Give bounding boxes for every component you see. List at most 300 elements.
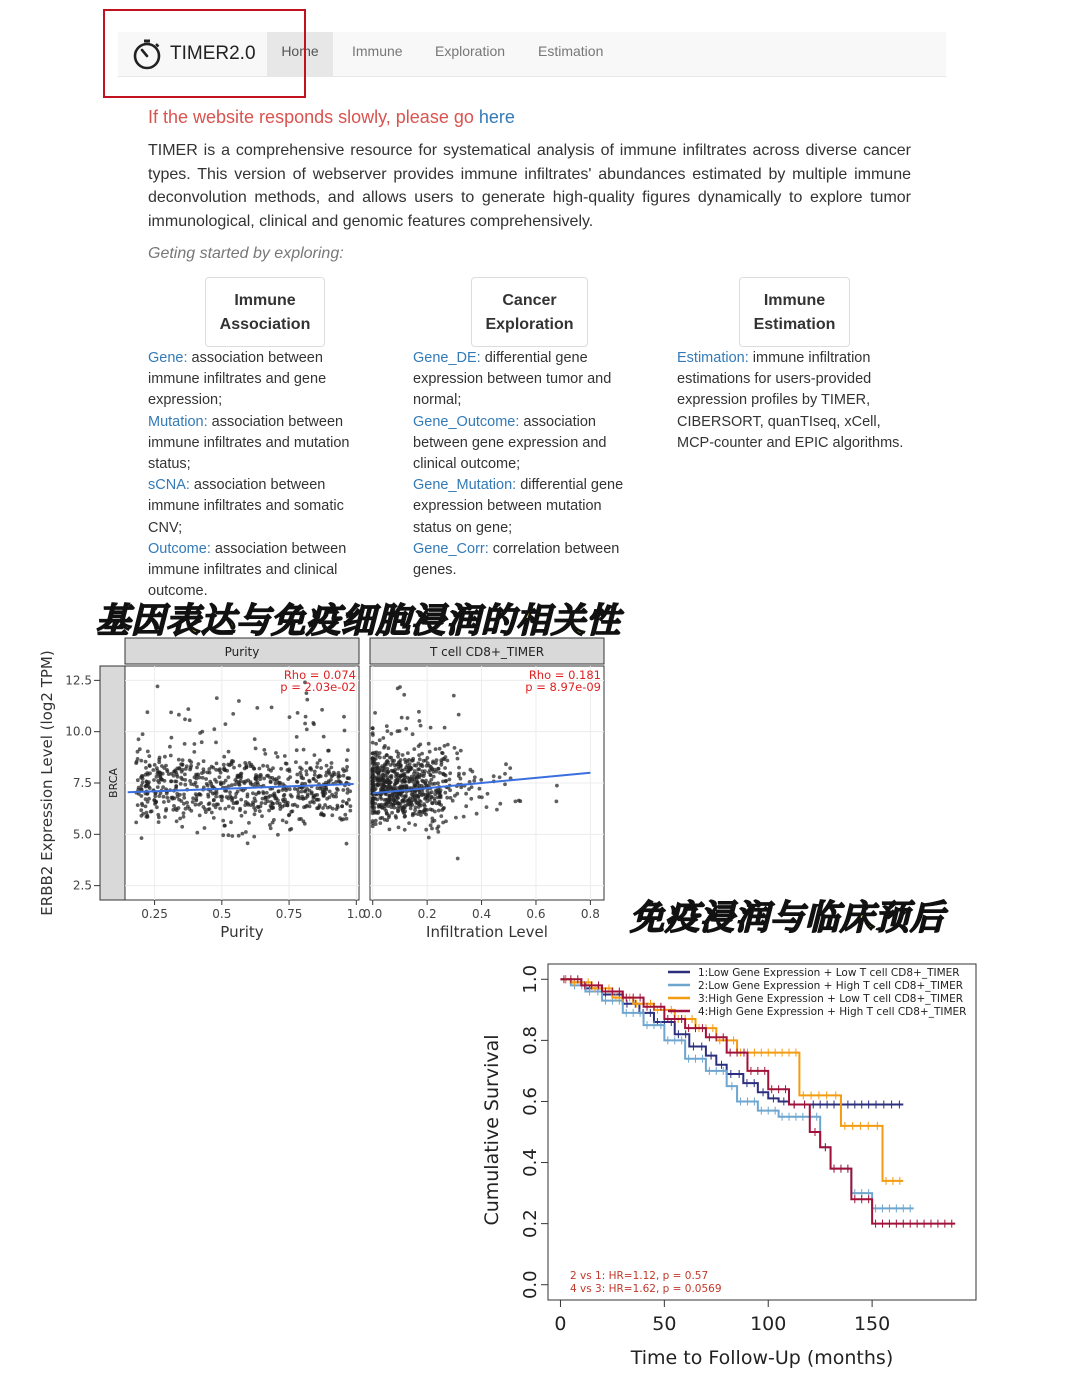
scatter-point: [134, 821, 138, 825]
scatter-point: [163, 779, 167, 783]
scatter-point: [397, 826, 401, 830]
scatter-point: [348, 809, 352, 813]
scatter-point: [209, 782, 213, 786]
scatter-point: [296, 711, 300, 715]
scatter-point: [424, 828, 428, 832]
scatter-point: [421, 790, 425, 794]
scatter-point: [433, 792, 437, 796]
scatter-point: [305, 728, 309, 732]
scatter-point: [291, 809, 295, 813]
scatter-point: [215, 762, 219, 766]
gene-mutation-link[interactable]: Gene_Mutation:: [413, 477, 517, 494]
scatter-point: [317, 805, 321, 809]
scatter-point: [146, 710, 150, 714]
scatter-point: [169, 754, 173, 758]
highlight-box: [103, 9, 306, 98]
immune-association-list: [148, 348, 363, 602]
scatter-point: [183, 783, 187, 787]
scatter-point: [421, 764, 425, 768]
scatter-point: [410, 778, 414, 782]
scatter-point: [234, 792, 238, 796]
scatter-point: [223, 768, 227, 772]
scatter-point: [227, 775, 231, 779]
scatter-point: [315, 765, 319, 769]
scatter-point: [420, 784, 424, 788]
scatter-point: [194, 803, 198, 807]
list-item-text: association between immune infiltrates and gene expression;: [148, 350, 327, 409]
button-line: Association: [219, 316, 311, 333]
correlation-banner: 基因表达与免疫细胞浸润的相关性: [96, 602, 621, 640]
scatter-point: [235, 776, 239, 780]
p-annotation: p = 2.03e-02: [280, 680, 356, 694]
scatter-point: [389, 763, 393, 767]
scatter-point: [479, 778, 483, 782]
scatter-point: [175, 808, 179, 812]
scatter-point: [378, 795, 382, 799]
scatter-point: [428, 750, 432, 754]
scatter-point: [433, 819, 437, 823]
here-link[interactable]: here: [478, 107, 515, 127]
scatter-point: [417, 710, 421, 714]
scatter-point: [334, 791, 338, 795]
scatter-point: [183, 778, 187, 782]
scatter-point: [189, 764, 193, 768]
scatter-point: [385, 724, 389, 728]
scatter-point: [401, 786, 405, 790]
scatter-point: [148, 764, 152, 768]
scatter-point: [147, 754, 151, 758]
scatter-point: [469, 768, 473, 772]
scatter-point: [374, 822, 378, 826]
scatter-point: [254, 773, 258, 777]
y-axis-label: Cumulative Survival: [481, 1034, 503, 1226]
scatter-point: [378, 768, 382, 772]
scatter-point: [208, 807, 212, 811]
scatter-point: [308, 805, 312, 809]
scatter-point: [415, 778, 419, 782]
scatter-point: [455, 751, 459, 755]
x-axis-label: Time to Follow-Up (months): [630, 1347, 894, 1369]
scatter-point: [276, 833, 280, 837]
scatter-point: [227, 805, 231, 809]
scatter-point: [238, 783, 242, 787]
scatter-point: [171, 808, 175, 812]
scatter-point: [229, 820, 233, 824]
scatter-point: [180, 825, 184, 829]
scatter-point: [504, 762, 508, 766]
scatter-point: [341, 800, 345, 804]
scatter-point: [400, 716, 404, 720]
y-tick-label: 0.8: [520, 1026, 541, 1055]
scatter-point: [434, 747, 438, 751]
scatter-point: [164, 807, 168, 811]
scatter-point: [340, 804, 344, 808]
scatter-point: [144, 760, 148, 764]
scatter-point: [436, 830, 440, 834]
scatter-point: [378, 756, 382, 760]
scatter-point: [419, 724, 423, 728]
scatter-point: [420, 752, 424, 756]
scatter-point: [238, 807, 242, 811]
scatter-point: [230, 783, 234, 787]
scatter-point: [441, 751, 445, 755]
list-item-text: correlation between genes.: [413, 540, 620, 579]
scatter-point: [467, 787, 471, 791]
scatter-point: [232, 766, 236, 770]
scatter-point: [167, 799, 171, 803]
gene-link[interactable]: Gene:: [148, 350, 188, 366]
scatter-point: [321, 788, 325, 792]
scatter-point: [387, 746, 391, 750]
scatter-point: [398, 793, 402, 797]
scatter-point: [403, 809, 407, 813]
scatter-point: [383, 762, 387, 766]
scatter-point: [194, 792, 198, 796]
list-item-text: immune infiltration estimations for users-provided expression profiles by TIMER, CIBERSORT, quanTIseq, xCell, MCP-counter and EPIC algorithms.: [677, 350, 904, 451]
scatter-point: [381, 766, 385, 770]
scatter-point: [555, 784, 559, 788]
scatter-point: [416, 782, 420, 786]
scatter-point: [438, 771, 442, 775]
scatter-point: [389, 775, 393, 779]
scatter-point: [403, 772, 407, 776]
scatter-point: [378, 804, 382, 808]
scatter-point: [242, 780, 246, 784]
scatter-point: [440, 808, 444, 812]
scatter-point: [191, 800, 195, 804]
scatter-point: [202, 759, 206, 763]
list-item-text: differential gene expression between mutation status on gene;: [413, 477, 624, 536]
scatter-point: [182, 793, 186, 797]
list-item: [413, 475, 638, 539]
scatter-point: [430, 827, 434, 831]
scatter-point: [371, 741, 375, 745]
scatter-point: [267, 809, 271, 813]
scatter-point: [388, 828, 392, 832]
scatter-point: [179, 782, 183, 786]
scatter-point: [174, 771, 178, 775]
list-item-text: association between immune infiltrates and somatic CNV;: [148, 477, 344, 536]
scatter-point: [244, 830, 248, 834]
scatter-point: [348, 789, 352, 793]
gene-outcome-link[interactable]: Gene_Outcome:: [413, 413, 520, 430]
nav-exploration[interactable]: Exploration: [435, 43, 506, 59]
list-item-text: association between immune infiltrates and mutation status;: [148, 413, 350, 473]
scatter-point: [384, 809, 388, 813]
scatter-point: [302, 748, 306, 752]
x-tick-label: 0.4: [472, 907, 492, 921]
scatter-point: [318, 758, 322, 762]
scatter-point: [427, 764, 431, 768]
mutation-link[interactable]: Mutation:: [148, 413, 208, 430]
scatter-point: [498, 802, 502, 806]
scatter-point: [390, 811, 394, 815]
scatter-point: [237, 834, 241, 838]
scatter-point: [325, 797, 329, 801]
scatter-point: [262, 792, 266, 796]
scatter-point: [157, 760, 161, 764]
scatter-point: [147, 780, 151, 784]
scatter-point: [401, 753, 405, 757]
list-item: [413, 412, 638, 476]
cancer-exploration-button[interactable]: [471, 277, 588, 347]
scatter-point: [377, 810, 381, 814]
scatter-point: [288, 715, 292, 719]
scatter-point: [153, 763, 157, 767]
scatter-point: [262, 748, 266, 752]
scatter-point: [141, 803, 145, 807]
immune-estimation-button[interactable]: [739, 277, 850, 347]
panel-strip-label: Purity: [224, 645, 260, 659]
notice-text: If the website responds slowly, please go: [148, 107, 479, 127]
scatter-point: [136, 803, 140, 807]
scatter-point: [437, 809, 441, 813]
scatter-point: [349, 804, 353, 808]
scatter-point: [169, 780, 173, 784]
x-tick-label: 50: [652, 1313, 677, 1335]
scatter-point: [148, 786, 152, 790]
scatter-point: [186, 805, 190, 809]
scatter-point: [285, 820, 289, 824]
y-tick-label: 1.0: [520, 964, 541, 994]
scatter-point: [204, 777, 208, 781]
scatter-point: [435, 827, 439, 831]
scatter-point: [175, 819, 179, 823]
list-item-text: differential gene expression between tumor and normal;: [413, 350, 612, 409]
scatter-point: [235, 800, 239, 804]
scatter-point: [371, 762, 375, 766]
scatter-point: [345, 758, 349, 762]
scatter-point: [258, 767, 262, 771]
scatter-point: [243, 767, 247, 771]
scatter-point: [407, 798, 411, 802]
list-item: [148, 412, 363, 476]
scatter-point: [222, 763, 226, 767]
scatter-point: [406, 751, 410, 755]
scatter-point: [163, 815, 167, 819]
scatter-point: [427, 742, 431, 746]
scatter-point: [426, 794, 430, 798]
scatter-point: [155, 775, 159, 779]
survival-banner: 免疫浸润与临床预后: [630, 899, 945, 937]
scatter-point: [291, 803, 295, 807]
scatter-point: [257, 791, 261, 795]
scatter-point: [256, 805, 260, 809]
scatter-point: [140, 836, 144, 840]
scatter-point: [195, 785, 199, 789]
scatter-point: [304, 715, 308, 719]
nav-home[interactable]: Home: [267, 32, 333, 76]
scatter-point: [231, 806, 235, 810]
nav-immune[interactable]: Immune: [352, 43, 403, 59]
scatter-point: [410, 803, 414, 807]
scatter-point: [193, 742, 197, 746]
scatter-point: [299, 771, 303, 775]
scatter-point: [258, 809, 262, 813]
scatter-point: [443, 744, 447, 748]
estimation-link[interactable]: Estimation:: [677, 350, 749, 366]
scatter-point: [446, 743, 450, 747]
scatter-point: [462, 772, 466, 776]
scatter-point: [422, 802, 426, 806]
gene-corr-link[interactable]: Gene_Corr:: [413, 540, 489, 557]
scatter-point: [144, 766, 148, 770]
scatter-point: [224, 779, 228, 783]
scatter-point: [253, 737, 257, 741]
scatter-point: [320, 708, 324, 712]
scatter-point: [416, 768, 420, 772]
scatter-point: [392, 787, 396, 791]
scatter-point: [199, 801, 203, 805]
scatter-point: [154, 800, 158, 804]
scatter-point: [415, 801, 419, 805]
scatter-point: [155, 805, 159, 809]
scatter-point: [373, 776, 377, 780]
scatter-point: [464, 792, 468, 796]
button-line: Immune: [763, 292, 826, 309]
scatter-point: [137, 737, 141, 741]
scatter-point: [303, 822, 307, 826]
scatter-point: [414, 805, 418, 809]
scatter-point: [424, 813, 428, 817]
scatter-point: [492, 774, 496, 778]
scna-link[interactable]: sCNA:: [148, 477, 190, 494]
scatter-point: [472, 779, 476, 783]
scatter-point: [391, 769, 395, 773]
scatter-point: [269, 780, 273, 784]
scatter-point: [430, 778, 434, 782]
scatter-point: [211, 766, 215, 770]
scatter-point: [319, 813, 323, 817]
scatter-point: [407, 821, 411, 825]
scatter-point: [427, 836, 431, 840]
scatter-point: [178, 793, 182, 797]
scatter-point: [238, 764, 242, 768]
scatter-point: [262, 777, 266, 781]
scatter-point: [221, 819, 225, 823]
legend-label: 1:Low Gene Expression + Low T cell CD8+_TIMER: [698, 967, 960, 979]
scatter-point: [400, 768, 404, 772]
scatter-point: [283, 754, 287, 758]
scatter-point: [313, 773, 317, 777]
scatter-point: [325, 764, 329, 768]
scatter-point: [269, 826, 273, 830]
scatter-point: [183, 742, 187, 746]
scatter-point: [341, 788, 345, 792]
y-tick-label: 5.0: [72, 827, 92, 842]
cancer-exploration-list: [413, 348, 638, 581]
nav-estimation[interactable]: Estimation: [538, 43, 604, 59]
scatter-point: [144, 797, 148, 801]
scatter-point: [173, 780, 177, 784]
scatter-point: [454, 816, 458, 820]
scatter-point: [214, 795, 218, 799]
scatter-point: [304, 796, 308, 800]
scatter-point: [343, 813, 347, 817]
scatter-point: [267, 768, 271, 772]
x-tick-label: 0.25: [141, 907, 168, 921]
scatter-point: [271, 802, 275, 806]
scatter-point: [399, 773, 403, 777]
scatter-point: [172, 804, 176, 808]
y-tick-label: 0.4: [520, 1148, 541, 1177]
scatter-point: [420, 779, 424, 783]
scatter-point: [316, 786, 320, 790]
scatter-point: [392, 806, 396, 810]
scatter-point: [414, 764, 418, 768]
scatter-point: [388, 794, 392, 798]
scatter-point: [254, 747, 258, 751]
scatter-point: [183, 717, 187, 721]
scatter-point: [228, 790, 232, 794]
scatter-point: [382, 756, 386, 760]
scatter-point: [212, 816, 216, 820]
scatter-point: [438, 794, 442, 798]
list-item: [413, 348, 638, 412]
scatter-point: [445, 796, 449, 800]
scatter-point: [207, 795, 211, 799]
scatter-point: [417, 744, 421, 748]
scatter-point: [212, 727, 216, 731]
outcome-link[interactable]: Outcome:: [148, 540, 211, 557]
list-item: [148, 348, 363, 412]
scatter-point: [303, 722, 307, 726]
scatter-point: [455, 792, 459, 796]
scatter-point: [498, 775, 502, 779]
scatter-point: [322, 735, 326, 739]
scatter-point: [333, 773, 337, 777]
scatter-point: [246, 841, 250, 845]
scatter-point: [203, 826, 207, 830]
scatter-point: [412, 772, 416, 776]
scatter-point: [314, 779, 318, 783]
scatter-point: [517, 799, 521, 803]
scatter-point: [253, 812, 257, 816]
scatter-point: [342, 769, 346, 773]
scatter-point: [342, 774, 346, 778]
gene-de-link[interactable]: Gene_DE:: [413, 350, 481, 366]
scatter-point: [192, 750, 196, 754]
scatter-point: [378, 751, 382, 755]
slow-notice: [148, 107, 515, 128]
scatter-point: [144, 785, 148, 789]
scatter-point: [448, 778, 452, 782]
scatter-point: [156, 779, 160, 783]
scatter-point: [459, 749, 463, 753]
scatter-point: [379, 816, 383, 820]
scatter-point: [413, 823, 417, 827]
scatter-point: [200, 771, 204, 775]
scatter-point: [383, 818, 387, 822]
scatter-point: [288, 775, 292, 779]
scatter-point: [200, 740, 204, 744]
scatter-point: [317, 798, 321, 802]
immune-association-button[interactable]: [205, 277, 325, 347]
scatter-point: [374, 783, 378, 787]
scatter-point: [371, 769, 375, 773]
scatter-point: [181, 763, 185, 767]
x-tick-label: 1.0: [346, 907, 366, 921]
scatter-point: [170, 796, 174, 800]
scatter-point: [402, 693, 406, 697]
correlation-scatter-figure: [30, 628, 630, 948]
scatter-point: [328, 790, 332, 794]
scatter-point: [469, 797, 473, 801]
scatter-point: [141, 732, 145, 736]
row-strip-label: BRCA: [107, 768, 120, 798]
x-tick-label: 0.75: [275, 907, 303, 921]
scatter-point: [457, 713, 461, 717]
